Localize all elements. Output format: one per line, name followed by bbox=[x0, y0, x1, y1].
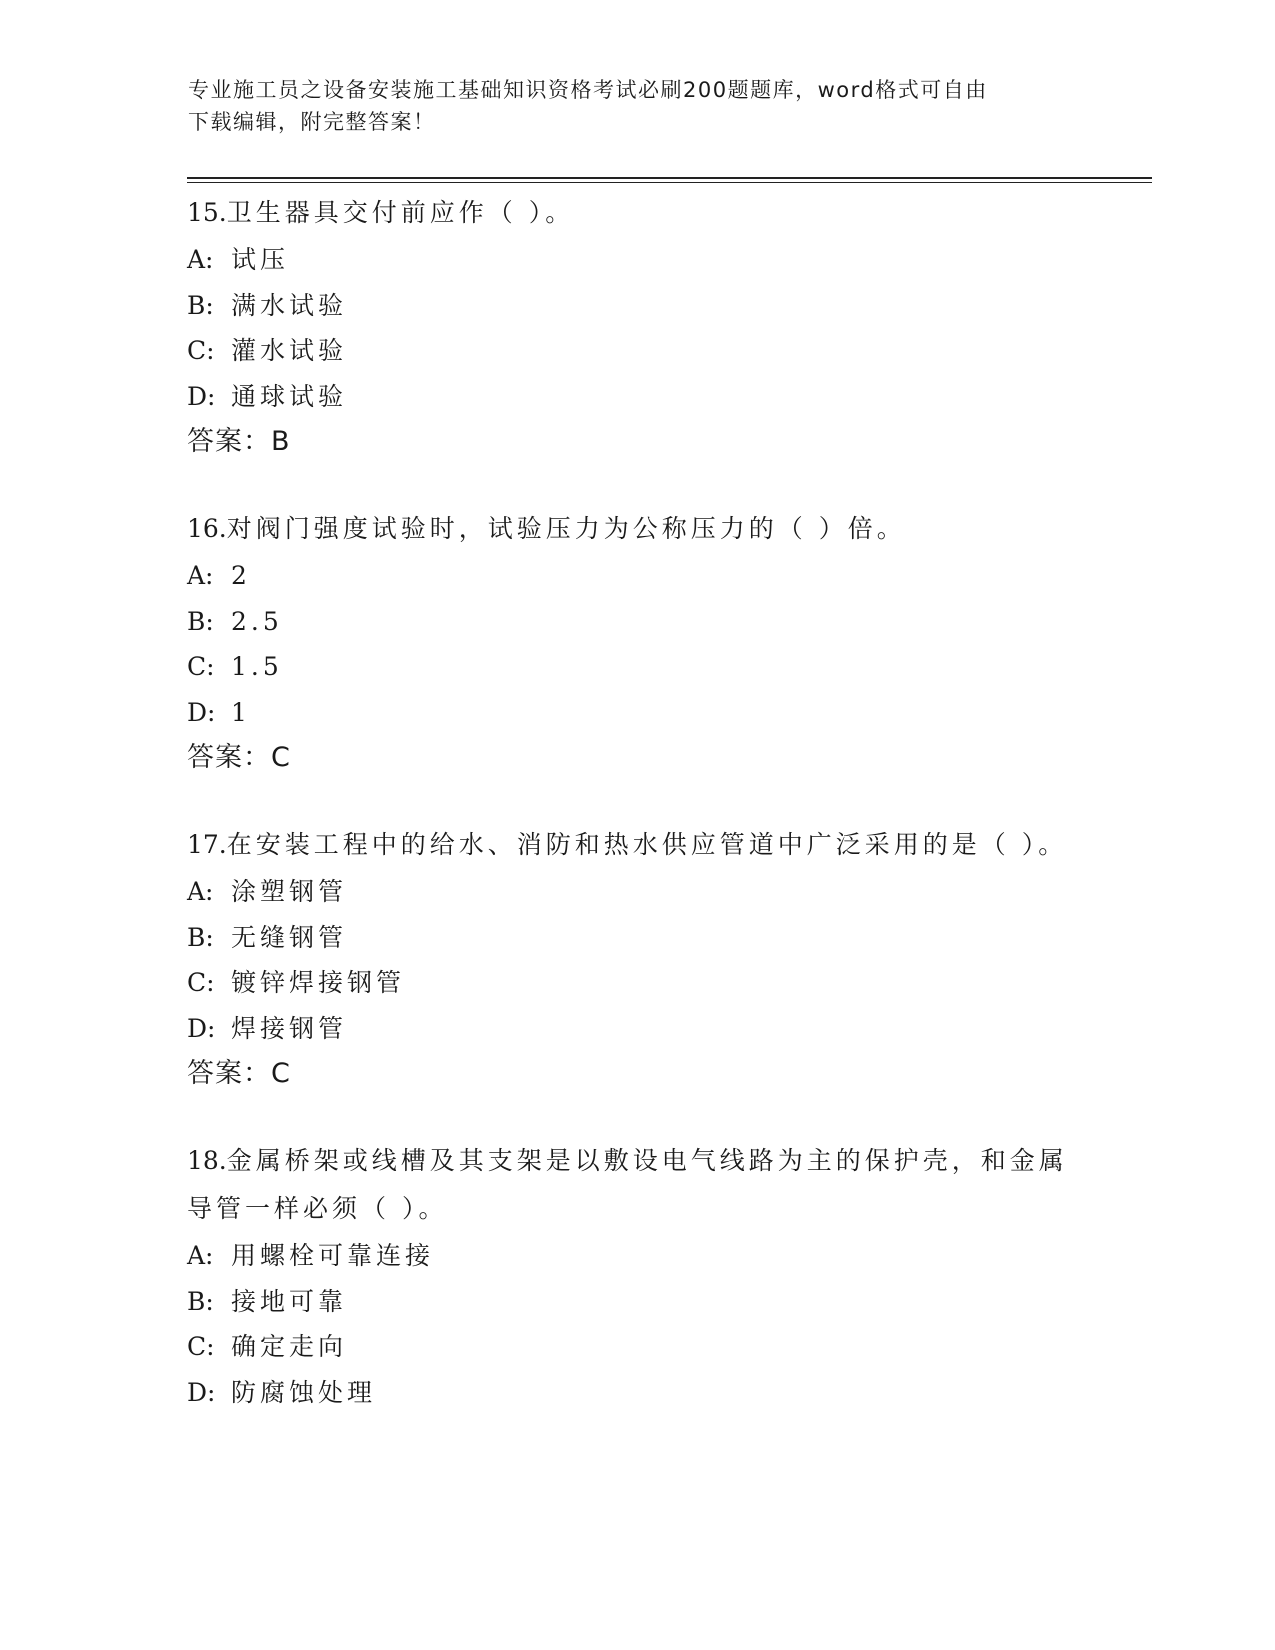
answer-line: 答案：B bbox=[187, 426, 291, 457]
question-stem bbox=[187, 189, 1087, 237]
option-letter: A: bbox=[187, 561, 214, 590]
option-text: 接地可靠 bbox=[231, 1286, 348, 1316]
option-c bbox=[187, 644, 1087, 690]
option-text: 防腐蚀处理 bbox=[231, 1377, 377, 1407]
option-letter: D: bbox=[187, 1377, 216, 1407]
option-letter: C: bbox=[187, 652, 215, 681]
option-letter: C: bbox=[187, 1332, 215, 1361]
question-17 bbox=[187, 821, 1087, 1097]
question-list bbox=[187, 189, 1087, 1455]
question-text: 对阀门强度试验时，试验压力为公称压力的（ ）倍。 bbox=[226, 514, 906, 543]
option-text: 镀锌焊接钢管 bbox=[231, 968, 406, 997]
option-text: 2.5 bbox=[231, 606, 283, 636]
option-d bbox=[187, 374, 1087, 420]
option-letter: B: bbox=[187, 1286, 214, 1316]
question-16 bbox=[187, 505, 1087, 781]
option-text: 无缝钢管 bbox=[231, 922, 348, 952]
option-text: 试压 bbox=[231, 245, 290, 274]
option-b bbox=[187, 1279, 1087, 1325]
option-letter: B: bbox=[187, 922, 214, 952]
question-number: 17. bbox=[187, 830, 227, 859]
option-a bbox=[187, 553, 1087, 599]
option-b bbox=[187, 599, 1087, 645]
option-d bbox=[187, 1006, 1087, 1052]
document-header bbox=[188, 74, 1088, 138]
option-letter: C: bbox=[187, 336, 215, 365]
question-stem bbox=[187, 821, 1087, 869]
header-divider-thick bbox=[187, 177, 1152, 179]
option-c bbox=[187, 328, 1087, 374]
option-letter: A: bbox=[187, 245, 214, 274]
option-letter: B: bbox=[187, 606, 214, 636]
question-text: 卫生器具交付前应作（ ）。 bbox=[226, 198, 575, 227]
option-letter: C: bbox=[187, 968, 215, 997]
option-letter: A: bbox=[187, 1241, 214, 1270]
option-text: 确定走向 bbox=[231, 1332, 348, 1361]
question-text: 金属桥架或线槽及其支架是以敷设电气线路为主的保护壳，和金属导管一样必须（ ）。 bbox=[187, 1146, 1068, 1223]
question-number: 18. bbox=[187, 1146, 227, 1175]
question-text: 在安装工程中的给水、消防和热水供应管道中广泛采用的是（ ）。 bbox=[226, 830, 1068, 859]
header-line-1: 专业施工员之设备安装施工基础知识资格考试必刷200题题库，word格式可自由 bbox=[188, 78, 988, 102]
option-letter: D: bbox=[187, 1013, 216, 1043]
header-line-2: 下载编辑，附完整答案！ bbox=[188, 110, 436, 134]
option-c bbox=[187, 960, 1087, 1006]
option-letter: A: bbox=[187, 877, 214, 906]
option-letter: D: bbox=[187, 697, 216, 727]
option-a bbox=[187, 237, 1087, 283]
option-text: 涂塑钢管 bbox=[231, 877, 348, 906]
option-d bbox=[187, 690, 1087, 736]
option-a bbox=[187, 869, 1087, 915]
header-divider-thin bbox=[187, 182, 1152, 183]
option-text: 用螺栓可靠连接 bbox=[231, 1241, 435, 1270]
option-a bbox=[187, 1233, 1087, 1279]
question-stem bbox=[187, 505, 1087, 553]
question-stem bbox=[187, 1137, 1087, 1233]
option-text: 通球试验 bbox=[231, 381, 348, 411]
option-d bbox=[187, 1370, 1087, 1416]
option-text: 2 bbox=[231, 561, 251, 590]
option-letter: B: bbox=[187, 290, 214, 320]
answer-line: 答案：C bbox=[187, 1058, 291, 1089]
question-number: 16. bbox=[187, 514, 227, 543]
option-letter: D: bbox=[187, 381, 216, 411]
option-text: 1.5 bbox=[231, 652, 283, 681]
answer-line: 答案：C bbox=[187, 742, 291, 773]
option-text: 焊接钢管 bbox=[231, 1013, 348, 1043]
option-text: 灌水试验 bbox=[231, 336, 348, 365]
question-18 bbox=[187, 1137, 1087, 1415]
option-text: 满水试验 bbox=[231, 290, 348, 320]
option-b bbox=[187, 915, 1087, 961]
option-b bbox=[187, 283, 1087, 329]
question-15 bbox=[187, 189, 1087, 465]
option-text: 1 bbox=[231, 697, 251, 727]
question-number: 15. bbox=[187, 198, 227, 227]
option-c bbox=[187, 1324, 1087, 1370]
